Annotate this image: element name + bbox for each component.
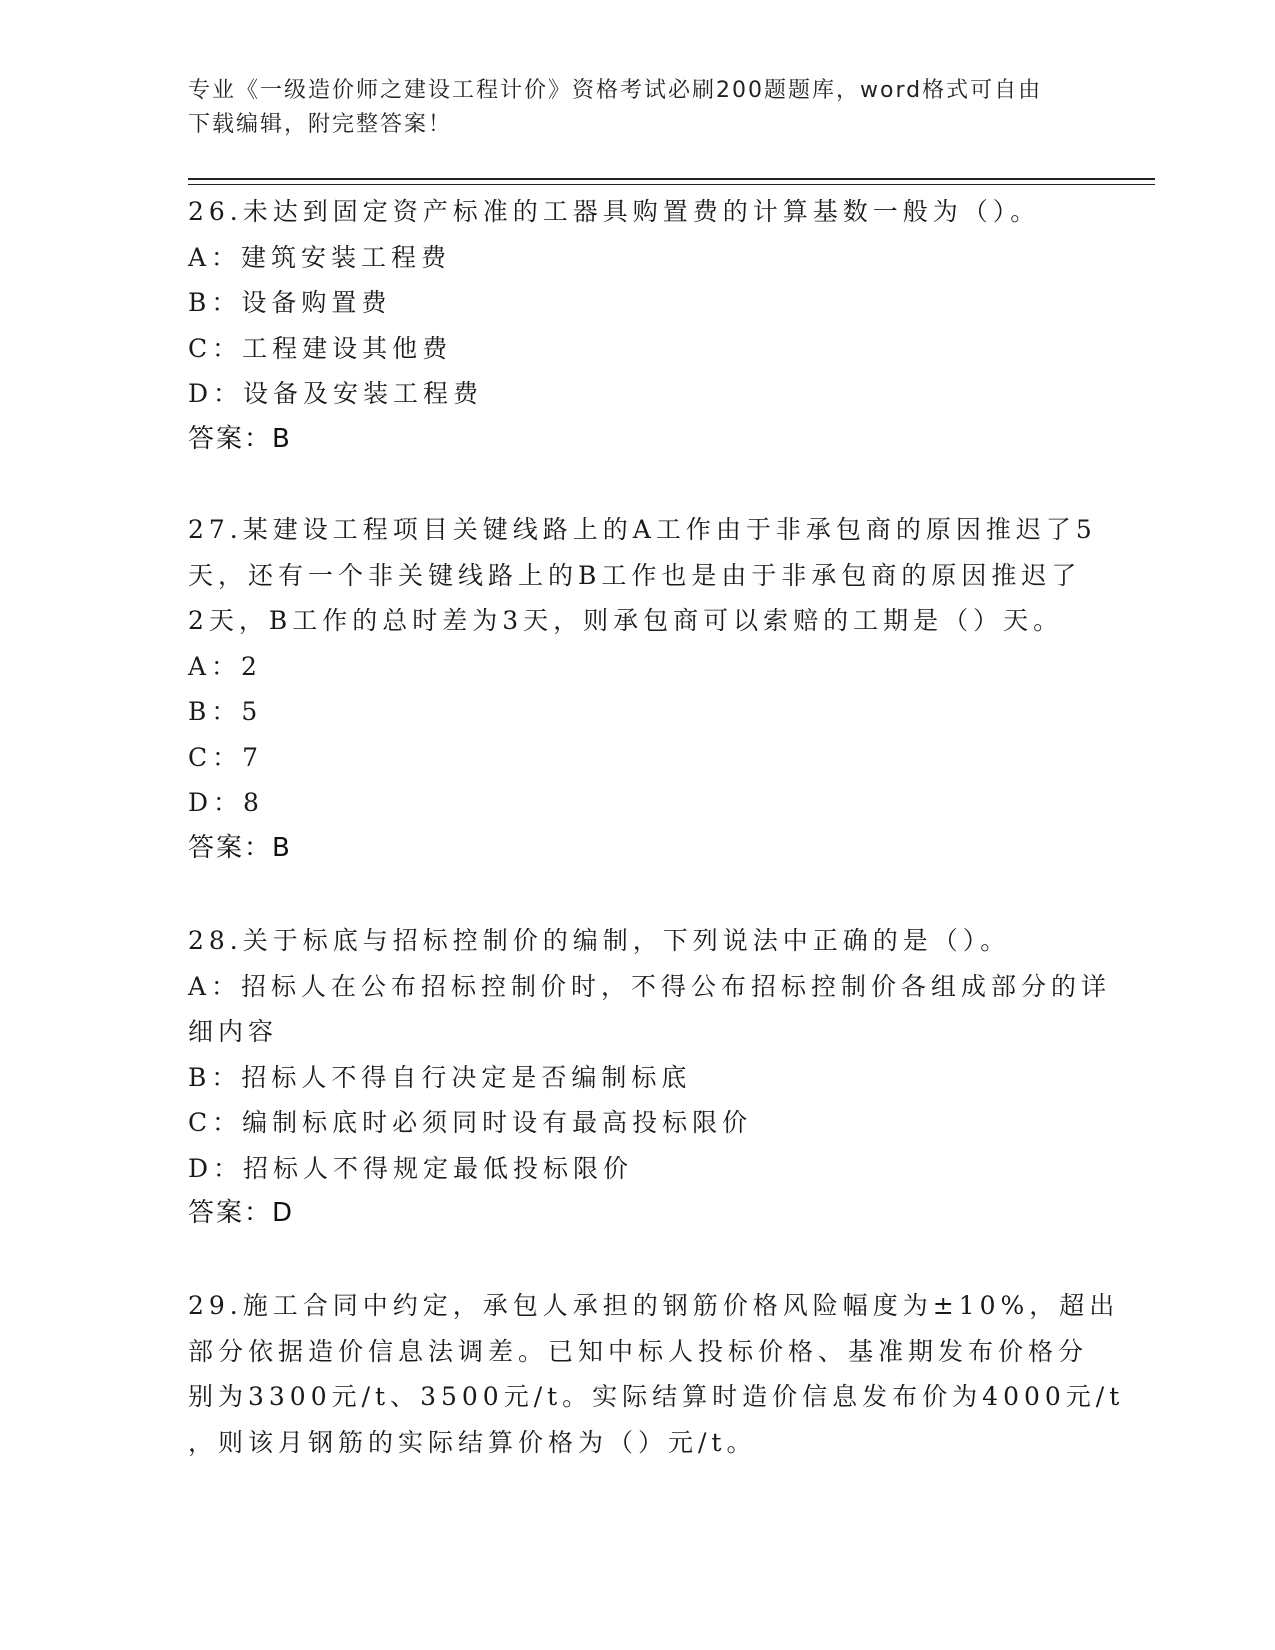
question-26 — [188, 189, 1088, 462]
header-line-1: 专业《一级造价师之建设工程计价》资格考试必刷200题题库，word格式可自由 — [188, 78, 1043, 103]
answer-line: 答案：D — [188, 1198, 295, 1228]
header-divider-thin — [188, 184, 1155, 185]
option-d: D：设备及安装工程费 — [188, 379, 484, 408]
question-stem-line-2: 部分依据造价信息法调差。已知中标人投标价格、基准期发布价格分 — [188, 1336, 1089, 1366]
header-divider-thick — [188, 178, 1155, 180]
option-c: C：工程建设其他费 — [188, 333, 453, 363]
question-stem-line-1: 27.某建设工程项目关键线路上的A工作由于非承包商的原因推迟了5 — [188, 515, 1097, 544]
option-a: A：2 — [188, 651, 262, 681]
answer-line: 答案：B — [188, 423, 292, 454]
question-29 — [188, 1283, 1125, 1465]
header-line-2: 下载编辑，附完整答案！ — [188, 112, 453, 137]
option-b: B：招标人不得自行决定是否编制标底 — [188, 1062, 692, 1092]
question-stem-line-3: 别为3300元/t、3500元/t。实际结算时造价信息发布价为4000元/t — [188, 1382, 1125, 1411]
question-27 — [188, 507, 1097, 871]
option-b: B：5 — [188, 697, 263, 726]
option-a-line-2: 细内容 — [188, 1017, 279, 1046]
question-stem-line-2: 天，还有一个非关键线路上的B工作也是由于非承包商的原因推迟了 — [188, 560, 1082, 590]
option-d: D：招标人不得规定最低投标限价 — [188, 1153, 634, 1183]
question-stem-line-4: ，则该月钢筋的实际结算价格为（）元/t。 — [188, 1427, 757, 1457]
option-b: B：设备购置费 — [188, 288, 392, 317]
answer-line: 答案：B — [188, 832, 292, 863]
question-stem: 26.未达到固定资产标准的工器具购置费的计算基数一般为（）。 — [188, 197, 1041, 226]
question-stem: 28.关于标底与招标控制价的编制，下列说法中正确的是（）。 — [188, 926, 1011, 955]
question-stem-line-3: 2天，B工作的总时差为3天，则承包商可以索赔的工期是（）天。 — [188, 606, 1064, 635]
option-d: D：8 — [188, 788, 264, 817]
option-a-line-1: A：招标人在公布招标控制价时，不得公布招标控制价各组成部分的详 — [188, 971, 1112, 1001]
option-c: C：编制标底时必须同时设有最高投标限价 — [188, 1108, 753, 1137]
question-stem-line-1: 29.施工合同中约定，承包人承担的钢筋价格风险幅度为±10%，超出 — [188, 1291, 1120, 1320]
option-a: A：建筑安装工程费 — [188, 242, 452, 272]
document-header — [188, 74, 1068, 142]
option-c: C：7 — [188, 742, 264, 772]
question-28 — [188, 918, 1112, 1237]
